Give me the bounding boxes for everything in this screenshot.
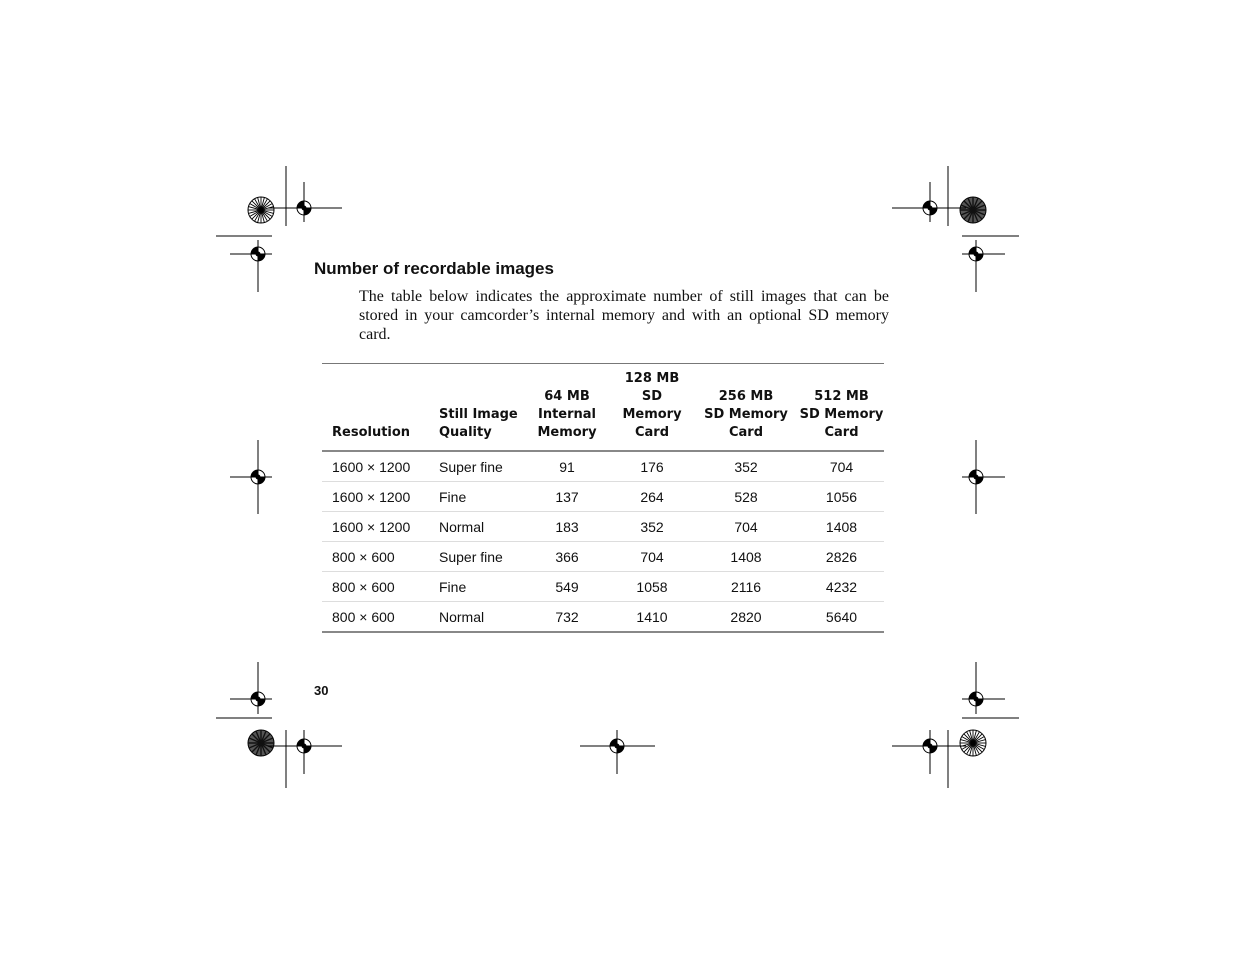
- table-row: [322, 512, 884, 542]
- table-row: [322, 572, 884, 602]
- table-row: [322, 602, 884, 633]
- cell-resolution: 1600 × 1200: [322, 451, 429, 482]
- cell-resolution: 1600 × 1200: [322, 512, 429, 542]
- column-header-64mb-internal-memory: 64 MB Internal Memory: [523, 364, 611, 452]
- crop-mark-top-right: [948, 166, 1019, 236]
- cell-128mb: 176: [611, 451, 693, 482]
- starburst-mark-bottom-left: [248, 730, 274, 756]
- cell-256mb: 2116: [693, 572, 799, 602]
- registration-mark-top-left-h: [268, 182, 342, 222]
- registration-mark-top-right-v: [962, 240, 1005, 292]
- registration-mark-middle-left: [230, 440, 272, 514]
- registration-mark-middle-right: [962, 440, 1005, 514]
- cell-256mb: 528: [693, 482, 799, 512]
- cell-128mb: 1058: [611, 572, 693, 602]
- column-header-128mb-sd-card: 128 MB SD Memory Card: [611, 364, 693, 452]
- cell-512mb: 1408: [799, 512, 884, 542]
- table-row: [322, 451, 884, 482]
- cell-256mb: 1408: [693, 542, 799, 572]
- registration-mark-bottom-left-v: [230, 662, 272, 714]
- cell-quality: Super fine: [429, 542, 523, 572]
- table-row: [322, 542, 884, 572]
- starburst-mark-top-left: [248, 197, 274, 223]
- column-header-still-image-quality: Still Image Quality: [429, 364, 523, 452]
- cell-64mb: 549: [523, 572, 611, 602]
- registration-mark-top-right-h: [892, 182, 966, 222]
- intro-paragraph: The table below indicates the approximate number of still images that can be stored in your camcorder’s internal memory and with an optional SD memory card.: [359, 288, 889, 343]
- registration-mark-top-left-v: [230, 240, 272, 292]
- crop-mark-bottom-left: [216, 718, 286, 788]
- cell-256mb: 704: [693, 512, 799, 542]
- recordable-images-table: [322, 363, 884, 633]
- cell-512mb: 2826: [799, 542, 884, 572]
- cell-64mb: 137: [523, 482, 611, 512]
- cell-64mb: 732: [523, 602, 611, 633]
- crop-mark-bottom-right: [948, 718, 1019, 788]
- column-header-resolution: Resolution: [322, 364, 429, 452]
- cell-resolution: 800 × 600: [322, 572, 429, 602]
- cell-512mb: 1056: [799, 482, 884, 512]
- cell-64mb: 366: [523, 542, 611, 572]
- column-header-256mb-sd-card: 256 MB SD Memory Card: [693, 364, 799, 452]
- cell-512mb: 704: [799, 451, 884, 482]
- cell-quality: Normal: [429, 512, 523, 542]
- cell-quality: Fine: [429, 482, 523, 512]
- page-number: 30: [314, 683, 329, 698]
- cell-resolution: 800 × 600: [322, 542, 429, 572]
- column-header-512mb-sd-card: 512 MB SD Memory Card: [799, 364, 884, 452]
- cell-64mb: 91: [523, 451, 611, 482]
- registration-mark-bottom-left-h: [268, 730, 342, 774]
- registration-mark-bottom-right-v: [962, 662, 1005, 714]
- cell-resolution: 1600 × 1200: [322, 482, 429, 512]
- table-row: [322, 482, 884, 512]
- cell-resolution: 800 × 600: [322, 602, 429, 633]
- cell-512mb: 4232: [799, 572, 884, 602]
- cell-512mb: 5640: [799, 602, 884, 633]
- starburst-mark-top-right: [960, 197, 986, 223]
- registration-mark-bottom-center: [580, 730, 655, 774]
- starburst-mark-bottom-right: [960, 730, 986, 756]
- cell-256mb: 2820: [693, 602, 799, 633]
- table-header-row: [322, 364, 884, 452]
- cell-128mb: 352: [611, 512, 693, 542]
- cell-64mb: 183: [523, 512, 611, 542]
- cell-quality: Normal: [429, 602, 523, 633]
- cell-quality: Super fine: [429, 451, 523, 482]
- section-heading: Number of recordable images: [314, 259, 554, 278]
- cell-128mb: 264: [611, 482, 693, 512]
- cell-256mb: 352: [693, 451, 799, 482]
- cell-quality: Fine: [429, 572, 523, 602]
- cell-128mb: 1410: [611, 602, 693, 633]
- cell-128mb: 704: [611, 542, 693, 572]
- registration-mark-bottom-right-h: [892, 730, 966, 774]
